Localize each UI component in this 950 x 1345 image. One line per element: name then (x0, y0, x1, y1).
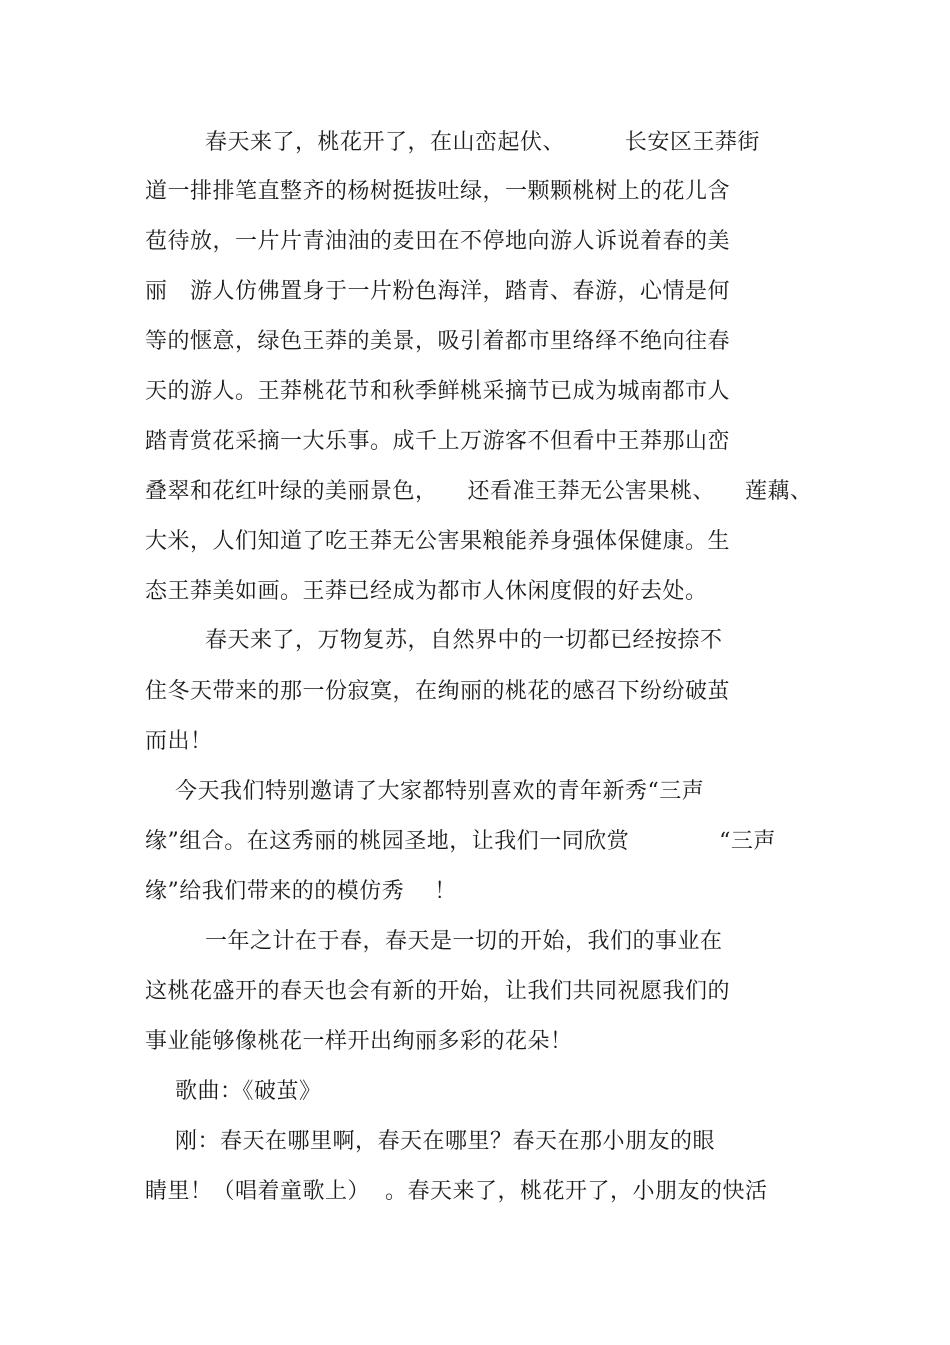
text-line-20: 歌曲：《破茧》 (145, 1079, 322, 1104)
text-line-21: 刚：春天在哪里啊，春天在哪里？春天在那小朋友的眼 (145, 1129, 715, 1154)
text-line-7: 踏青赏花采摘一大乐事。成千上万游客不但看中王莽那山峦 (145, 429, 731, 454)
text-line-10: 态王莽美如画。王莽已经成为都市人休闲度假的好去处。 (145, 579, 708, 604)
text-line-13: 而出！ (145, 729, 213, 754)
text-line-16: 缘”给我们带来的的模仿秀 ！ (145, 879, 457, 904)
text-line-9: 大米，人们知道了吃王莽无公害果粮能养身强体保健康。生 (145, 529, 731, 554)
text-line-5: 等的惬意，绿色王莽的美景，吸引着都市里络绎不绝向往春 (145, 329, 731, 354)
text-line-8: 叠翠和花红叶绿的美丽景色， 还看准王莽无公害果桃、 莲藕、 (145, 479, 813, 504)
text-line-14: 今天我们特别邀请了大家都特别喜欢的青年新秀“三声 (145, 779, 705, 804)
text-line-3: 苞待放，一片片青油油的麦田在不停地向游人诉说着春的美 (145, 229, 731, 254)
text-line-19: 事业能够像桃花一样开出绚丽多彩的花朵！ (145, 1029, 573, 1054)
text-line-11: 春天来了，万物复苏，自然界中的一切都已经按捺不 (145, 628, 723, 653)
text-line-6: 天的游人。王莽桃花节和秋季鲜桃采摘节已成为城南都市人 (145, 379, 731, 404)
text-line-18: 这桃花盛开的春天也会有新的开始，让我们共同祝愿我们的 (145, 979, 731, 1004)
text-line-2: 道一排排笔直整齐的杨树挺拔吐绿，一颗颗桃树上的花儿含 (145, 179, 731, 204)
text-line-1: 春天来了，桃花开了，在山峦起伏、 长安区王莽街 (145, 130, 760, 155)
text-line-22: 睛里！（唱着童歌上） 。春天来了，桃花开了，小朋友的快活 (145, 1179, 768, 1204)
text-line-12: 住冬天带来的那一份寂寞，在绚丽的桃花的感召下纷纷破茧 (145, 679, 731, 704)
text-line-17: 一年之计在于春，春天是一切的开始，我们的事业在 (145, 929, 723, 954)
text-line-15: 缘”组合。在这秀丽的桃园圣地，让我们一同欣赏 “三声 (145, 829, 776, 854)
text-line-4: 丽 游人仿佛置身于一片粉色海洋，踏青、春游，心情是何 (145, 279, 730, 304)
